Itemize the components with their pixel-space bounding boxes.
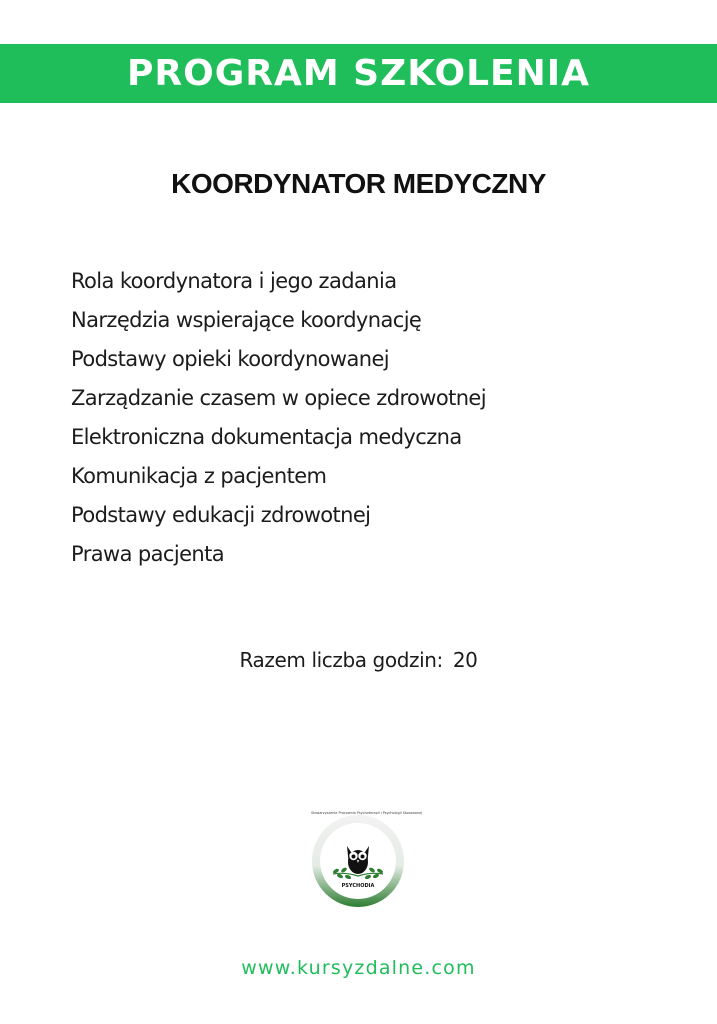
topic-item: Zarządzanie czasem w opiece zdrowotnej [71,386,486,410]
total-hours [0,648,717,672]
topic-item: Elektroniczna dokumentacja medyczna [71,425,462,449]
topic-item: Rola koordynatora i jego zadania [71,269,397,293]
course-name: KOORDYNATOR MEDYCZNY [171,168,546,199]
hours-value: 20 [452,648,478,672]
topic-item: Narzędzia wspierające koordynację [71,308,422,332]
logo-ring-text: Stowarzyszenie Pracownia Psychoterapii i Psychologii Stosowanej [311,811,423,815]
header-banner [0,44,717,103]
topic-item: Podstawy opieki koordynowanej [71,347,390,371]
topic-item: Podstawy edukacji zdrowotnej [71,503,371,527]
topic-item: Komunikacja z pacjentem [71,464,327,488]
topic-list [71,262,486,574]
page-title: PROGRAM SZKOLENIA [126,52,591,94]
topic-item: Prawa pacjenta [71,542,225,566]
hours-label: Razem liczba godzin: [239,648,443,672]
logo-name: PSYCHODIA [341,883,375,889]
website-link[interactable]: www.kursyzdalne.com [241,957,476,979]
logo-graphic [311,811,423,908]
psychodia-logo [311,811,423,908]
